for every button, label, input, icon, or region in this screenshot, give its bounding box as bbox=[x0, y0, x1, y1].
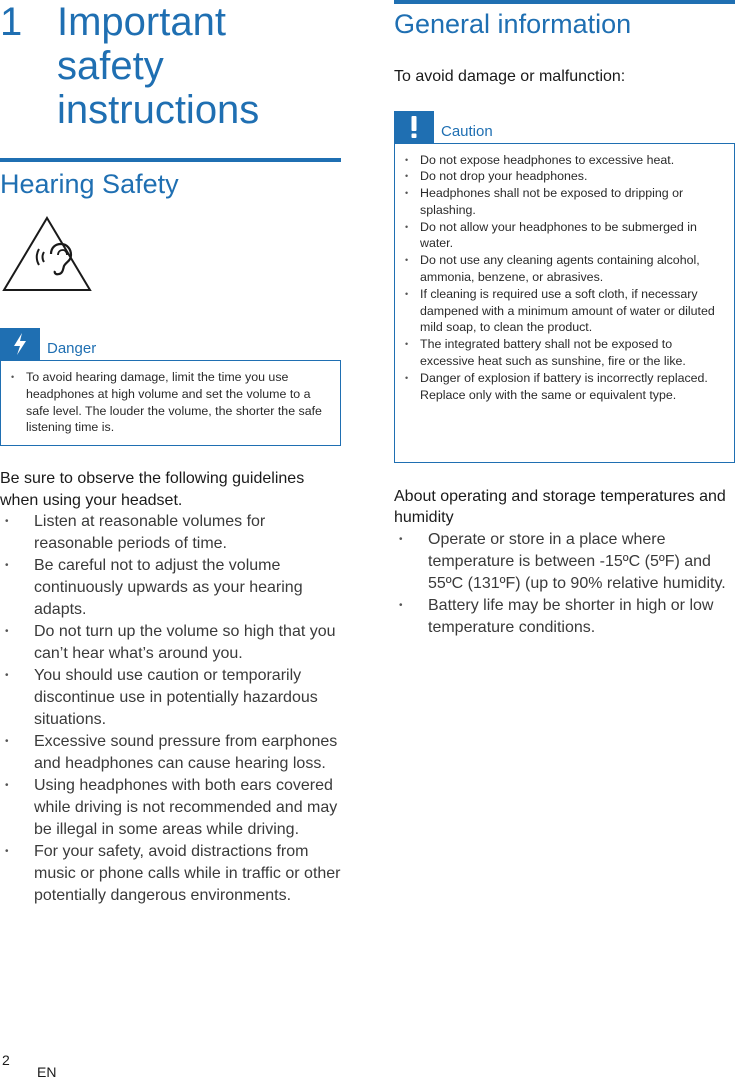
hearing-safety-title: Hearing Safety bbox=[0, 169, 179, 199]
section-rule bbox=[0, 158, 341, 162]
caution-item: • Do not use any cleaning agents containing alcohol, ammonia, benzene, or abrasives. bbox=[403, 252, 726, 286]
storage-heading: About operating and storage temperatures and humidity bbox=[394, 487, 726, 526]
danger-box bbox=[0, 360, 341, 446]
list-item: • For your safety, avoid distractions from music or phone calls while in traffic or other potentially dangerous environments. bbox=[0, 841, 341, 907]
caution-notice bbox=[394, 111, 735, 463]
list-item: • Listen at reasonable volumes for reasonable periods of time. bbox=[0, 511, 341, 555]
exclamation-icon bbox=[394, 111, 434, 143]
list-item: • Operate or store in a place where temperature is between -15ºC (5ºF) and 55ºC (131ºF) (up to 90% relative humidity. bbox=[394, 529, 735, 595]
list-item: • Do not turn up the volume so high that you can’t hear what’s around you. bbox=[0, 621, 341, 665]
chapter-number: 1 bbox=[0, 0, 23, 44]
left-column bbox=[0, 0, 341, 907]
section-rule bbox=[394, 0, 735, 4]
right-column bbox=[394, 0, 735, 639]
chapter-title: Important safety instructions bbox=[57, 0, 260, 132]
page-number: 2 bbox=[2, 1052, 10, 1068]
chapter-heading bbox=[0, 0, 341, 132]
guidelines-list bbox=[0, 511, 341, 907]
caution-item: • If cleaning is required use a soft cloth, if necessary dampened with a minimum amount of water or diluted mild soap, to clean the product. bbox=[403, 286, 726, 336]
list-item: • Using headphones with both ears covered while driving is not recommended and may be illegal in some areas while driving. bbox=[0, 775, 341, 841]
general-intro: To avoid damage or malfunction: bbox=[394, 68, 626, 85]
list-item: • Be careful not to adjust the volume continuously upwards as your hearing adapts. bbox=[0, 555, 341, 621]
caution-item: • Do not drop your headphones. bbox=[403, 168, 726, 185]
language-code: EN bbox=[37, 1064, 57, 1080]
list-item: • You should use caution or temporarily discontinue use in potentially hazardous situations. bbox=[0, 665, 341, 731]
danger-item: • To avoid hearing damage, limit the time you use headphones at high volume and set the volume to a safe level. The louder the volume, the shorter the safe listening time is. bbox=[9, 369, 332, 436]
lightning-icon bbox=[0, 328, 40, 360]
danger-label: Danger bbox=[47, 340, 97, 357]
danger-notice bbox=[0, 328, 341, 446]
hearing-warning-icon bbox=[0, 214, 341, 292]
general-info-title: General information bbox=[394, 9, 632, 39]
caution-item: • Do not allow your headphones to be submerged in water. bbox=[403, 219, 726, 253]
guidelines-intro: Be sure to observe the following guidelines when using your headset. bbox=[0, 470, 305, 509]
storage-list bbox=[394, 529, 735, 639]
caution-item: • Danger of explosion if battery is incorrectly replaced. Replace only with the same or equivalent type. bbox=[403, 370, 726, 404]
list-item: • Battery life may be shorter in high or low temperature conditions. bbox=[394, 595, 735, 639]
caution-item: • Do not expose headphones to excessive heat. bbox=[403, 152, 726, 169]
caution-label: Caution bbox=[441, 122, 493, 140]
caution-item: • The integrated battery shall not be exposed to excessive heat such as sunshine, fire or the like. bbox=[403, 336, 726, 370]
caution-item: • Headphones shall not be exposed to dripping or splashing. bbox=[403, 185, 726, 219]
list-item: • Excessive sound pressure from earphones and headphones can cause hearing loss. bbox=[0, 731, 341, 775]
caution-box bbox=[394, 143, 735, 463]
